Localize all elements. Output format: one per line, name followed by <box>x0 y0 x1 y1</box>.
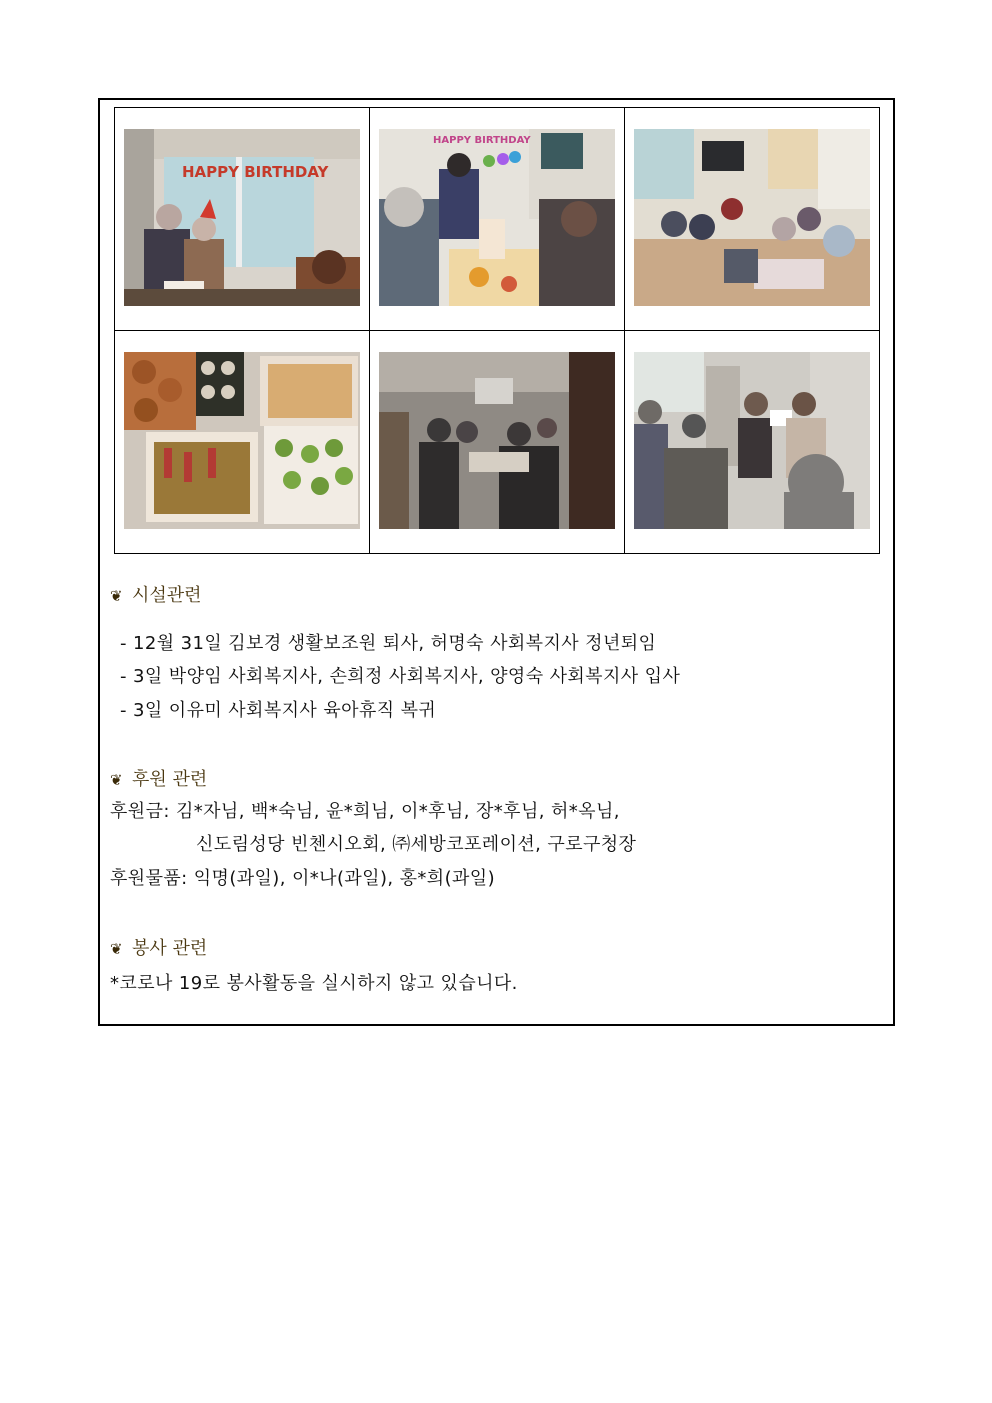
volunteer-title-text: 봉사 관련 <box>132 938 208 959</box>
photo-food-platter-image <box>124 352 360 529</box>
photo-floor-game <box>634 129 870 306</box>
photo-cell <box>115 108 370 331</box>
leaf-bullet-icon: ❦ <box>110 771 123 789</box>
sponsor-title-text: 후원 관련 <box>132 769 208 790</box>
photo-cell <box>625 108 880 331</box>
facility-section-title <box>110 581 202 607</box>
photo-birthday-party-2 <box>379 129 615 306</box>
photo-grid <box>114 107 880 554</box>
newsletter-frame <box>98 98 895 1026</box>
photo-cell <box>115 331 370 554</box>
facility-item-1: - 12월 31일 김보경 생활보조원 퇴사, 허명숙 사회복지사 정년퇴임 <box>120 633 657 654</box>
sponsor-section-title <box>110 765 207 791</box>
leaf-bullet-icon: ❦ <box>110 940 123 958</box>
photo-birthday-party-1 <box>124 129 360 306</box>
photo-gift-presentation <box>634 352 870 529</box>
photo-birthday-party-1-image <box>124 129 360 306</box>
photo-dining-room <box>379 352 615 529</box>
sponsor-goods-line: 후원물품: 익명(과일), 이*나(과일), 홍*희(과일) <box>110 868 496 889</box>
photo-cell <box>370 331 625 554</box>
photo-dining-room-image <box>379 352 615 529</box>
banner-text-2: HAPPY BIRTHDAY <box>433 135 531 146</box>
photo-food-platter <box>124 352 360 529</box>
volunteer-section-title <box>110 934 207 960</box>
photo-gift-presentation-image <box>634 352 870 529</box>
photo-cell <box>370 108 625 331</box>
photo-birthday-party-2-image <box>379 129 615 306</box>
photo-cell <box>625 331 880 554</box>
facility-item-2: - 3일 박양임 사회복지사, 손희정 사회복지사, 양영숙 사회복지사 입사 <box>120 666 681 687</box>
volunteer-note: *코로나 19로 봉사활동을 실시하지 않고 있습니다. <box>110 973 518 994</box>
leaf-bullet-icon: ❦ <box>110 587 123 605</box>
photo-floor-game-image <box>634 129 870 306</box>
facility-title-text: 시설관련 <box>132 585 202 606</box>
banner-text-1: HAPPY BIRTHDAY <box>182 163 329 181</box>
sponsor-money-line-2: 신도림성당 빈첸시오회, ㈜세방코포레이션, 구로구청장 <box>196 834 637 855</box>
facility-item-3: - 3일 이유미 사회복지사 육아휴직 복귀 <box>120 700 437 721</box>
sponsor-money-line-1: 후원금: 김*자님, 백*숙님, 윤*희님, 이*후님, 장*후님, 허*옥님, <box>110 801 620 822</box>
